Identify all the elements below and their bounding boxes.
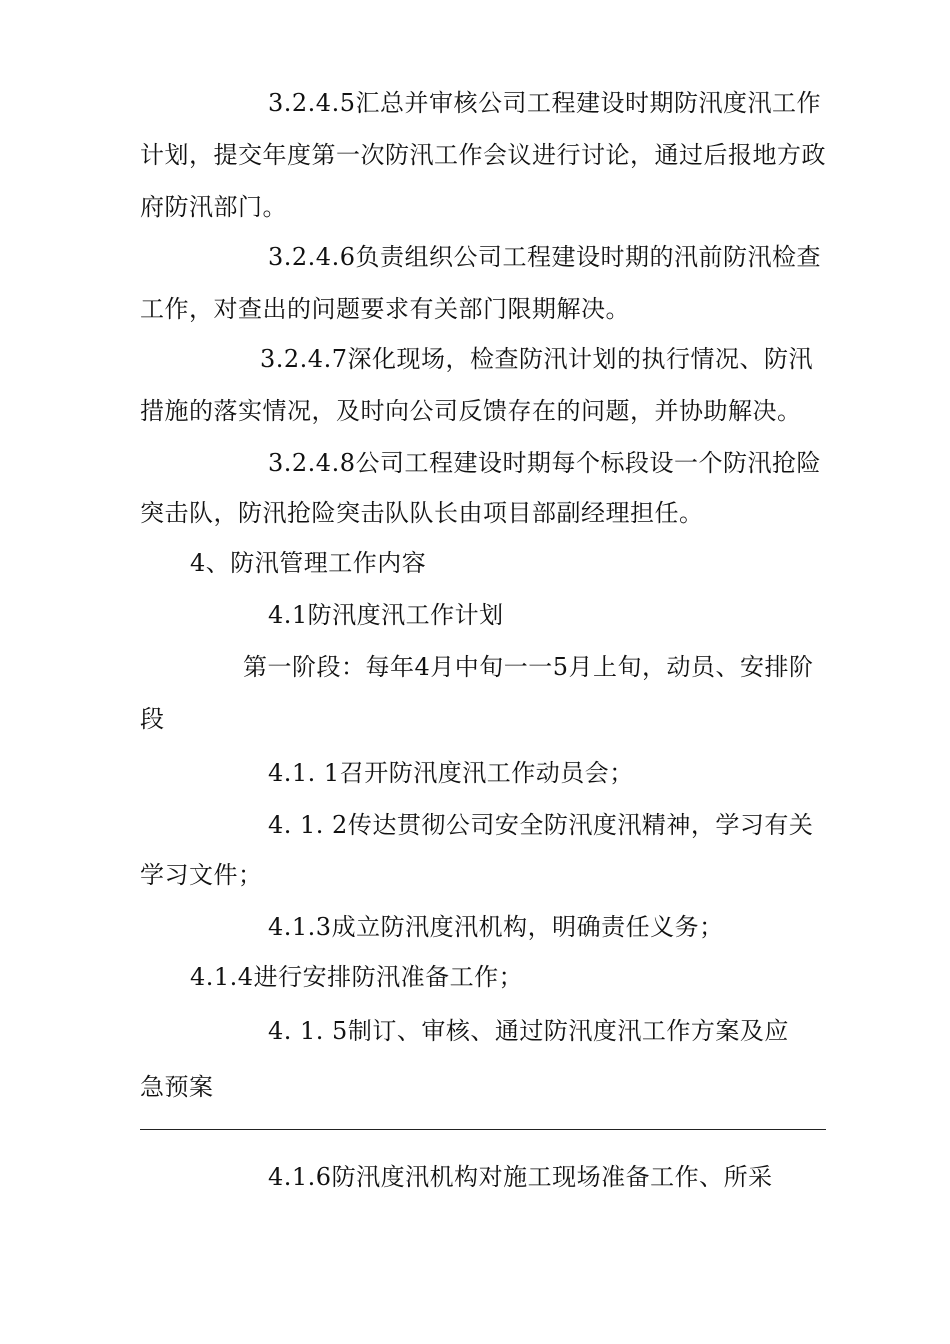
- section-heading: 4、防汛管理工作内容: [190, 549, 427, 577]
- text-line: 4.1.6防汛度汛机构对施工现场准备工作、所采: [268, 1163, 773, 1191]
- text-line: 措施的落实情况，及时向公司反馈存在的问题，并协助解决。: [140, 397, 802, 425]
- text-line: 4.1.3成立防汛度汛机构，明确责任义务；: [268, 913, 724, 941]
- subsection-heading: 4.1防汛度汛工作计划: [268, 601, 504, 629]
- text-line: 工作，对查出的问题要求有关部门限期解决。: [140, 295, 630, 323]
- text-line: 3.2.4.5汇总并审核公司工程建设时期防汛度汛工作: [268, 89, 821, 117]
- text-line: 4. 1. 2传达贯彻公司安全防汛度汛精神，学习有关: [268, 811, 814, 839]
- text-line: 段: [140, 705, 165, 733]
- page-divider: [140, 1129, 826, 1130]
- text-line: 3.2.4.7深化现场，检查防汛计划的执行情况、防汛: [260, 345, 813, 373]
- text-line: 4. 1. 5制订、审核、通过防汛度汛工作方案及应: [268, 1017, 789, 1045]
- text-line: 第一阶段：每年4月中旬一一5月上旬，动员、安排阶: [243, 653, 814, 681]
- text-line: 急预案: [140, 1073, 214, 1101]
- text-line: 府防汛部门。: [140, 193, 287, 221]
- text-line: 计划，提交年度第一次防汛工作会议进行讨论，通过后报地方政: [140, 141, 826, 169]
- text-line: 3.2.4.6负责组织公司工程建设时期的汛前防汛检查: [268, 243, 821, 271]
- text-line: 3.2.4.8公司工程建设时期每个标段设一个防汛抢险: [268, 449, 821, 477]
- text-line: 突击队，防汛抢险突击队队长由项目部副经理担任。: [140, 499, 704, 527]
- text-line: 4.1. 1召开防汛度汛工作动员会；: [268, 759, 634, 787]
- text-line: 学习文件；: [140, 861, 263, 889]
- text-line: 4.1.4进行安排防汛准备工作；: [190, 963, 524, 991]
